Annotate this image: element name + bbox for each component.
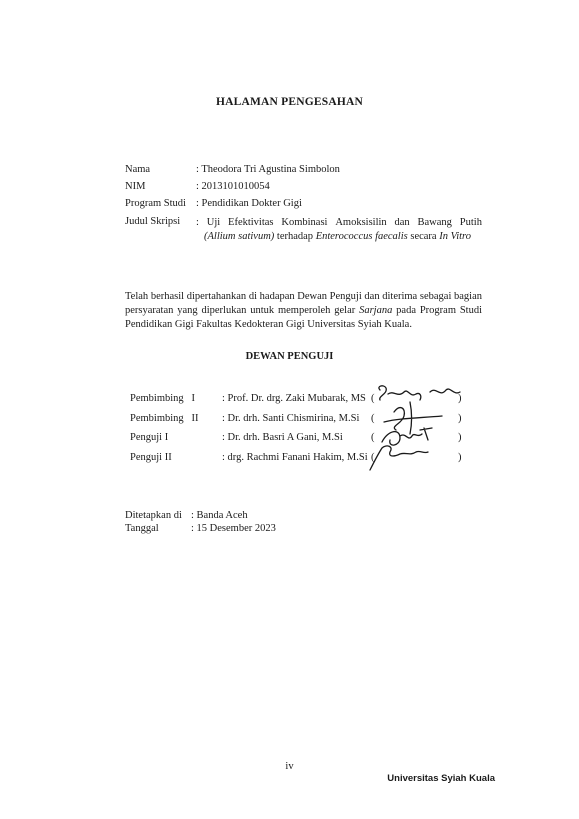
judul-word: Bawang xyxy=(417,217,452,228)
judul-word: Amoksisilin xyxy=(335,217,387,228)
signature-paren-close: ) xyxy=(458,413,462,424)
judul-word: Efektivitas xyxy=(228,217,274,228)
board-name: : Dr. drh. Santi Chismirina, M.Si xyxy=(222,413,360,424)
judul-in-vitro: In Vitro xyxy=(439,230,472,242)
date-label: Tanggal xyxy=(125,523,159,534)
nama-label: Nama xyxy=(125,164,151,175)
judul-value xyxy=(125,216,482,243)
signing-date-row xyxy=(125,522,325,537)
date-value: : 15 Desember 2023 xyxy=(191,523,276,534)
university-footer: Universitas Syiah Kuala xyxy=(387,773,495,784)
signature-1 xyxy=(379,386,460,400)
judul-word: Uji xyxy=(206,217,221,228)
statement-part2: pada Program Studi Pendidikan Gigi Fakultas Kedokteran Gigi Universitas Syiah Kuala. xyxy=(125,305,482,330)
nim-value: : 2013101010054 xyxy=(196,181,270,192)
board-name: : Dr. drh. Basri A Gani, M.Si xyxy=(222,432,343,443)
page-number: iv xyxy=(285,761,294,772)
judul-word: Kombinasi xyxy=(281,217,328,228)
judul-label: Judul Skripsi xyxy=(125,216,181,227)
prodi-label: Program Studi xyxy=(125,198,186,209)
handwritten-signatures xyxy=(360,382,470,472)
board-role: Pembimbing I xyxy=(130,393,196,404)
statement-part1: Telah berhasil dipertahankan di hadapan Dewan Penguji dan diterima sebagai bagian persyaratan yang diperlukan untuk memperoleh gelar xyxy=(125,291,482,316)
judul-word: dan xyxy=(394,217,410,228)
signature-paren-open: ( xyxy=(371,393,375,404)
board-role: Pembimbing II xyxy=(130,413,199,424)
signature-paren-close: ) xyxy=(458,452,462,463)
board-name: : Prof. Dr. drg. Zaki Mubarak, MS xyxy=(222,393,366,404)
statement-paragraph xyxy=(125,290,482,332)
signature-3 xyxy=(382,428,432,445)
board-role: Penguji I xyxy=(130,432,169,443)
board-title: DEWAN PENGUJI xyxy=(245,351,334,362)
signature-paren-open: ( xyxy=(371,432,375,443)
identity-row-nim xyxy=(125,180,485,195)
signature-4 xyxy=(370,446,428,470)
identity-row-nama xyxy=(125,163,485,178)
judul-word: Putih xyxy=(459,217,482,228)
judul-latin-name: (Allium sativum) xyxy=(204,230,275,242)
judul-colon: : xyxy=(196,217,199,228)
identity-row-prodi xyxy=(125,197,485,212)
signature-paren-open: ( xyxy=(371,452,375,463)
page-title: HALAMAN PENGESAHAN xyxy=(215,96,364,108)
board-role: Penguji II xyxy=(130,452,172,463)
signature-paren-close: ) xyxy=(458,393,462,404)
board-name: : drg. Rachmi Fanani Hakim, M.Si xyxy=(222,452,368,463)
signature-paren-open: ( xyxy=(371,413,375,424)
nim-label: NIM xyxy=(125,181,146,192)
signature-2 xyxy=(384,402,442,434)
nama-value: : Theodora Tri Agustina Simbolon xyxy=(196,164,340,175)
place-value: : Banda Aceh xyxy=(191,510,248,521)
judul-bacteria-name: Enterococcus faecalis xyxy=(315,230,408,242)
place-label: Ditetapkan di xyxy=(125,510,182,521)
prodi-value: : Pendidikan Dokter Gigi xyxy=(196,198,302,209)
statement-degree: Sarjana xyxy=(359,305,393,316)
signature-paren-close: ) xyxy=(458,432,462,443)
judul-text: secara xyxy=(407,230,440,242)
judul-text: terhadap xyxy=(274,230,316,242)
